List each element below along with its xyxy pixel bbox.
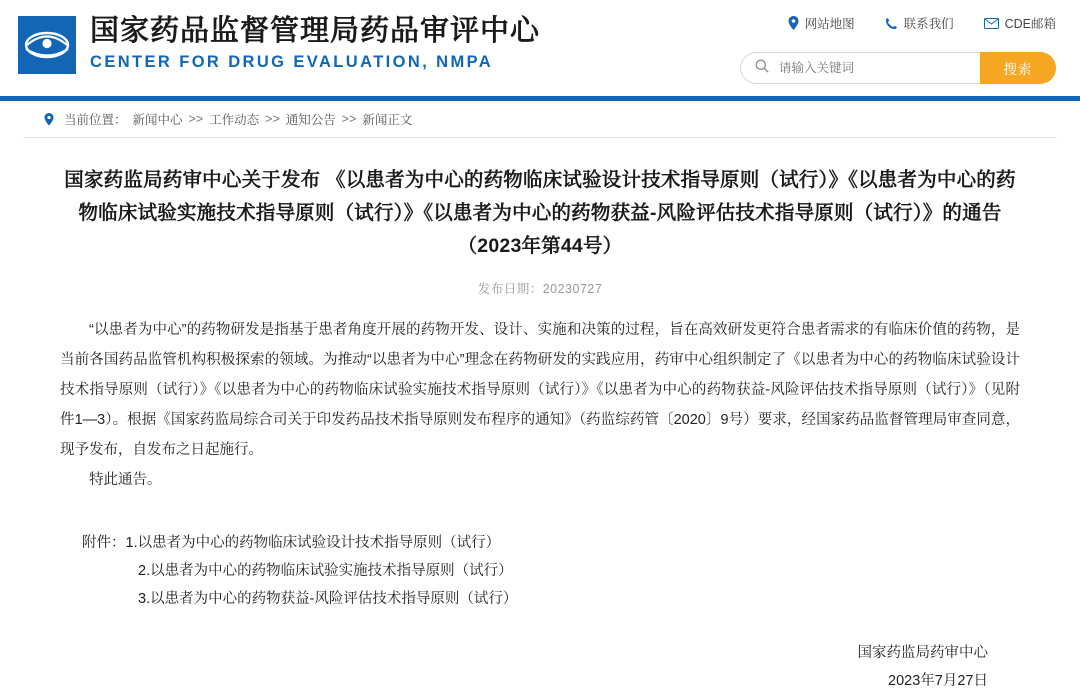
site-logo-block[interactable] bbox=[18, 12, 540, 74]
signature-org: 国家药监局药审中心 bbox=[857, 645, 988, 661]
site-header bbox=[0, 0, 1080, 96]
top-link-mail[interactable] bbox=[984, 14, 1056, 32]
signature-block bbox=[60, 639, 1020, 695]
attachment-label: 附件： bbox=[82, 535, 126, 551]
site-title-en: CENTER FOR DRUG EVALUATION, NMPA bbox=[90, 53, 494, 71]
breadcrumb-item-news-center[interactable]: 新闻中心 bbox=[132, 113, 183, 127]
article-paragraph: “以患者为中心”的药物研发是指基于患者角度开展的药物开发、设计、实施和决策的过程，旨在高效研发更符合患者需求的有临床价值的药物，是当前各国药品监管机构积极探索的领域。为推动“以患者为中心”理念在药物研发的实践应用，药审中心组织制定了《以患者为中心的药物临床试验设计技术指导原则（试行）》《以患者为中心的药物临床试验实施技术指导原则（试行）》《以患者为中心的药物获益-风险评估技术指导原则（试行）》（见附件1—3）。根据《国家药监局综合司关于印发药品技术指导原则发布程序的通知》（药监综药管〔2020〕9号）要求，经国家药品监督管理局审查同意，现予发布，自发布之日起施行。 bbox=[60, 322, 1020, 458]
search-bar bbox=[740, 52, 1056, 84]
top-link-label: 网站地图 bbox=[804, 17, 855, 31]
breadcrumb-separator: >> bbox=[188, 112, 204, 126]
search-input-wrap[interactable] bbox=[740, 52, 980, 84]
phone-icon bbox=[885, 17, 898, 30]
breadcrumb-item-work-updates[interactable]: 工作动态 bbox=[209, 113, 260, 127]
top-nav-links bbox=[788, 14, 1056, 32]
breadcrumb-prefix: 当前位置： bbox=[64, 113, 127, 127]
top-link-contact[interactable] bbox=[885, 14, 954, 32]
search-icon bbox=[755, 59, 769, 78]
article-body bbox=[60, 315, 1020, 495]
top-link-label: CDE邮箱 bbox=[1004, 17, 1056, 31]
breadcrumb-separator: >> bbox=[265, 112, 280, 126]
attachment-item-3[interactable]: 3.以患者为中心的药物获益-风险评估技术指导原则（试行） bbox=[138, 591, 518, 607]
mail-icon bbox=[984, 18, 999, 29]
cde-eye-logo-icon bbox=[18, 16, 76, 74]
article bbox=[0, 138, 1080, 695]
search-button[interactable]: 搜索 bbox=[980, 52, 1056, 84]
site-title-block bbox=[90, 12, 540, 74]
article-paragraph: 特此通告。 bbox=[89, 472, 162, 488]
signature-date: 2023年7月27日 bbox=[888, 673, 988, 689]
breadcrumb-separator: >> bbox=[341, 112, 357, 126]
top-link-label: 联系我们 bbox=[903, 17, 954, 31]
top-link-sitemap[interactable] bbox=[788, 14, 855, 32]
attachment-first-row bbox=[82, 529, 1020, 557]
breadcrumb-item-article[interactable]: 新闻正文 bbox=[362, 113, 413, 127]
breadcrumb-item-announcements[interactable]: 通知公告 bbox=[285, 113, 336, 127]
site-title-cn: 国家药品监督管理局药品审评中心 bbox=[90, 15, 541, 47]
breadcrumb bbox=[0, 101, 1080, 137]
location-pin-icon bbox=[788, 16, 799, 30]
publish-date: 发布日期：20230727 bbox=[477, 282, 603, 296]
search-input[interactable] bbox=[777, 60, 970, 76]
attachment-item-2[interactable]: 2.以患者为中心的药物临床试验实施技术指导原则（试行） bbox=[138, 563, 513, 579]
location-pin-icon bbox=[44, 113, 54, 126]
attachment-item-1[interactable]: 1.以患者为中心的药物临床试验设计技术指导原则（试行） bbox=[125, 535, 501, 551]
page-title: 国家药监局药审中心关于发布 《以患者为中心的药物临床试验设计技术指导原则（试行）》《以患者为中心的药物临床试验实施技术指导原则（试行）》《以患者为中心的药物获益-风险评估技术指导原则（试行）》的通告（2023年第44号） bbox=[64, 169, 1016, 257]
attachment-list bbox=[60, 529, 1020, 613]
